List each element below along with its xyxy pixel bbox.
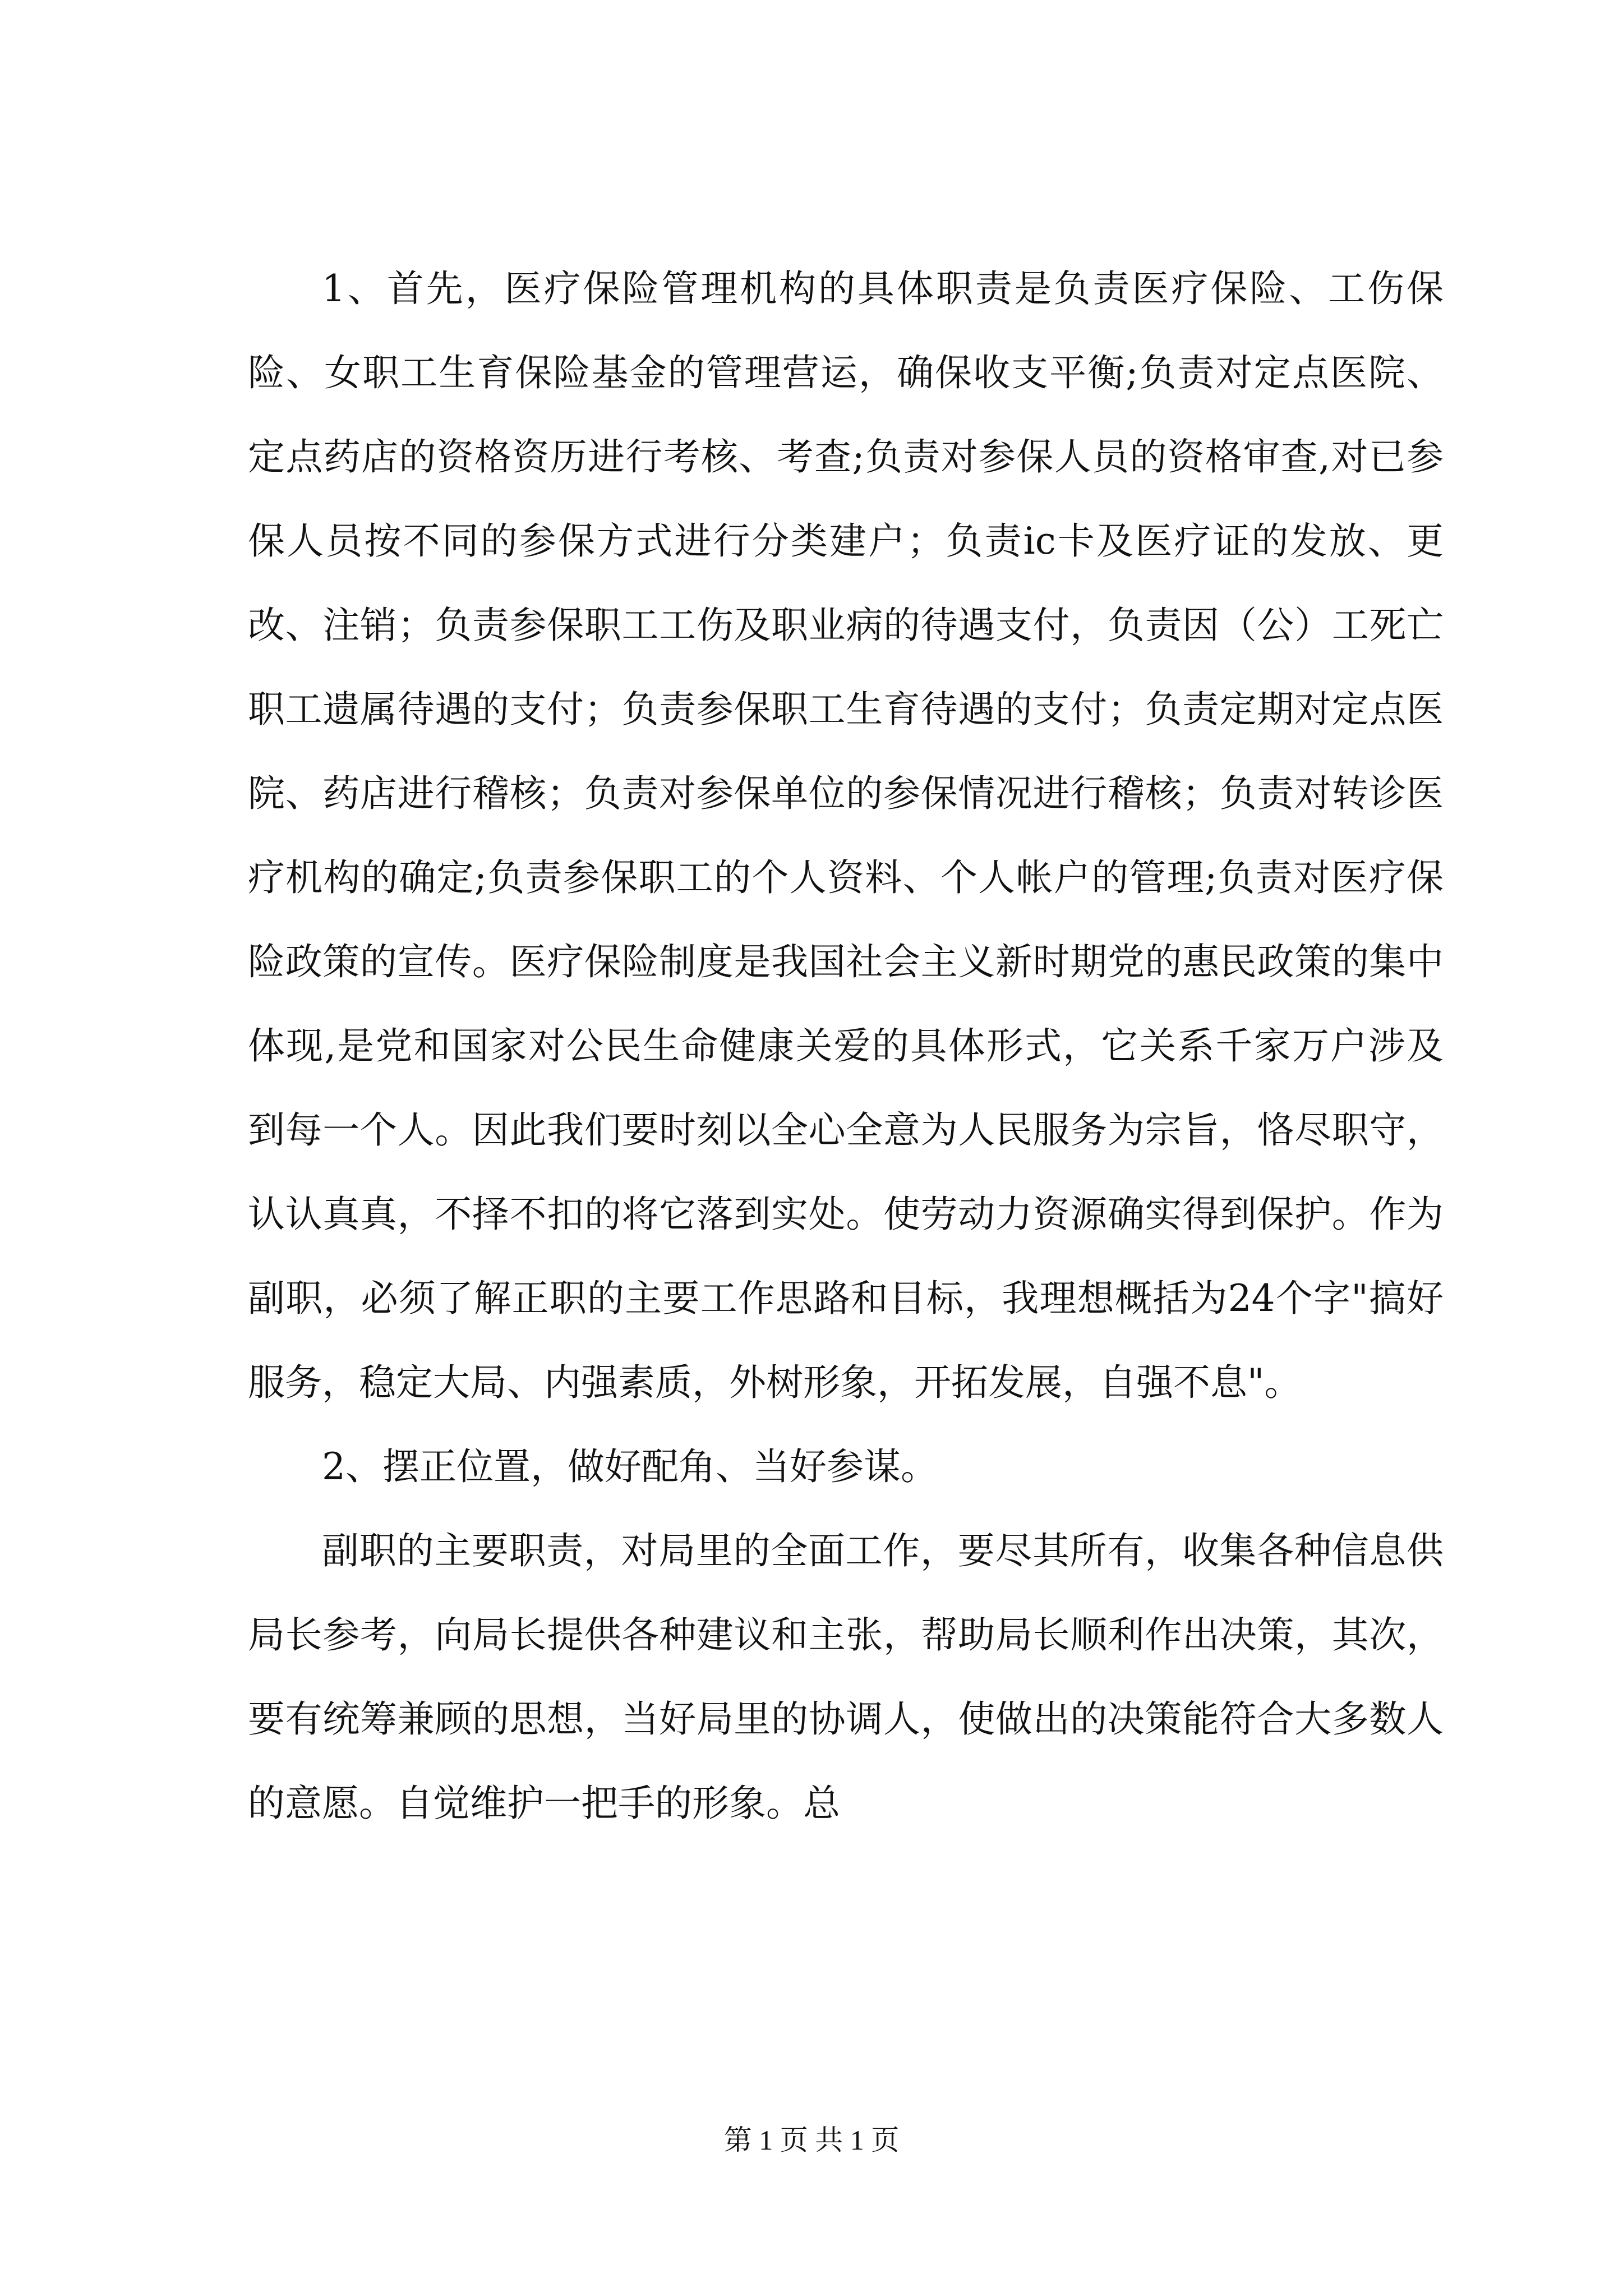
paragraph-1: 1、首先，医疗保险管理机构的具体职责是负责医疗保险、工伤保险、女职工生育保险基金的管理营运，确保收支平衡;负责对定点医院、定点药店的资格资历进行考核、考查;负责对参保人员的资格审查,对已参保人员按不同的参保方式进行分类建户；负责ic卡及医疗证的发放、更改、注销；负责参保职工工伤及职业病的待遇支付，负责因（公）工死亡职工遗属待遇的支付；负责参保职工生育待遇的支付；负责定期对定点医院、药店进行稽核；负责对参保单位的参保情况进行稽核；负责对转诊医疗机构的确定;负责参保职工的个人资料、个人帐户的管理;负责对医疗保险政策的宣传。医疗保险制度是我国社会主义新时期党的惠民政策的集中体现,是党和国家对公民生命健康关爱的具体形式，它关系千家万户涉及到每一个人。因此我们要时刻以全心全意为人民服务为宗旨，恪尽职守，认认真真，不择不扣的将它落到实处。使劳动力资源确实得到保护。作为副职，必须了解正职的主要工作思路和目标，我理想概括为24个字"搞好服务，稳定大局、内强素质，外树形象，开拓发展，自强不息"。 [248, 267, 1444, 1404]
paragraph-2: 2、摆正位置，做好配角、当好参谋。 [322, 1445, 938, 1488]
paragraph-3: 副职的主要职责，对局里的全面工作，要尽其所有，收集各种信息供局长参考，向局长提供各种建议和主张，帮助局长顺利作出决策，其次，要有统筹兼顾的思想，当好局里的协调人，使做出的决策能符合大多数人的意愿。自觉维护一把手的形象。总 [248, 1529, 1444, 1825]
document-body [248, 247, 1444, 1846]
page-footer: 第 1 页 共 1 页 [723, 2124, 900, 2156]
